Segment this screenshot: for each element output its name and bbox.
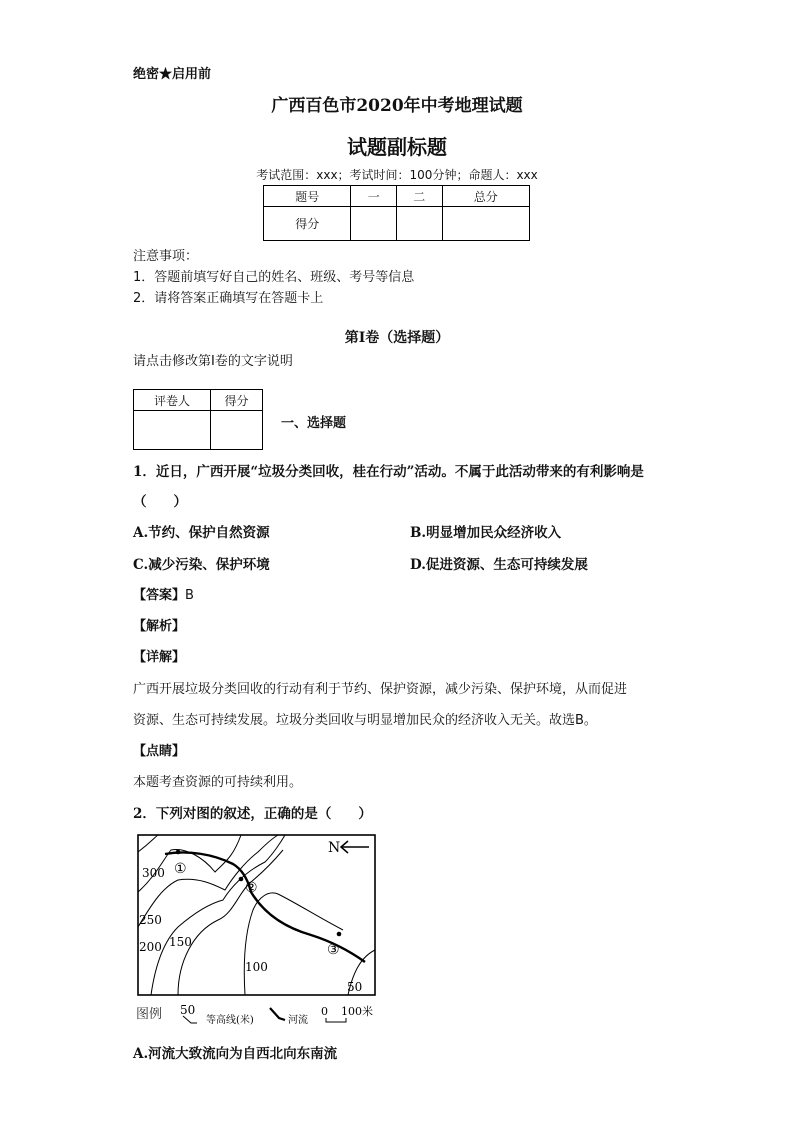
section1-title: 第I卷（选择题） [344,330,450,346]
q1-option-c[interactable]: C.减少污染、保护环境 [133,557,270,573]
q1-option-d[interactable]: D.促进资源、生态可持续发展 [410,557,588,573]
q1-paren: （ ） [133,494,187,510]
part-title: 一、选择题 [281,416,347,431]
grader-table [133,389,263,450]
q2-option-a[interactable]: A.河流大致流向为自西北向东南流 [133,1046,338,1062]
section1-desc[interactable]: 请点击修改第I卷的文字说明 [133,354,293,369]
contour-label: 250 [139,913,162,927]
q1-stem: 1．近日，广西开展“垃圾分类回收，桂在行动”活动。不属于此活动带来的有利影响是 [133,464,644,480]
scale-zero: 0 [321,1005,328,1018]
score-header-cell: 二 [396,186,442,207]
q1-point: 本题考查资源的可持续利用。 [133,775,303,790]
marker-label: ① [174,861,187,877]
grader-cell[interactable] [210,411,262,450]
contour-line [138,835,158,852]
point-marker [337,932,342,937]
contour-map [133,832,383,1027]
score-row-label: 得分 [264,207,351,241]
legend-river-text: 河流 [288,1015,308,1026]
contour-label: 50 [347,980,363,994]
exam-subtitle: 试题副标题 [347,135,447,159]
contour-line [138,835,241,892]
legend-contour-value: 50 [180,1003,196,1017]
score-cell[interactable] [442,207,530,241]
point-marker [239,877,244,882]
score-header-cell: 一 [351,186,397,207]
score-cell[interactable] [351,207,397,241]
notes-heading: 注意事项： [133,249,199,264]
contour-label: 100 [245,960,268,974]
point-marker [176,850,181,855]
q1-detail-label: 【详解】 [133,650,186,665]
score-header-cell: 总分 [442,186,530,207]
q2-stem: 2．下列对图的叙述，正确的是（ ） [133,806,372,822]
legend-label: 图例 [136,1007,163,1022]
north-label: N [328,840,341,856]
legend-river-icon [270,1008,285,1020]
exam-meta: 考试范围：xxx；考试时间：100分钟；命题人：xxx [256,168,538,182]
marker-label: ③ [327,942,340,958]
q1-option-a[interactable]: A.节约、保护自然资源 [133,525,270,541]
score-table [263,185,530,241]
q1-point-label: 【点睛】 [133,744,186,759]
score-header-cell: 题号 [264,186,351,207]
answer-value: B [185,588,194,603]
secret-mark: 绝密★启用前 [133,67,212,82]
scale-text: 100米 [341,1005,373,1018]
q1-option-b[interactable]: B.明显增加民众经济收入 [410,525,562,541]
contour-label: 200 [139,940,162,954]
q1-detail-line: 广西开展垃圾分类回收的行动有利于节约、保护资源，减少污染、保护环境，从而促进 [133,682,628,697]
q1-detail-line: 资源、生态可持续发展。垃圾分类回收与明显增加民众的经济收入无关。故选B。 [133,713,597,728]
grader-header-cell: 得分 [210,390,262,411]
legend-contour-icon [183,1016,197,1023]
grader-header-cell: 评卷人 [134,390,211,411]
contour-label: 300 [142,866,165,880]
answer-label: 【答案】 [133,588,186,603]
grader-cell[interactable] [134,411,211,450]
notes-item: 1．答题前填写好自己的姓名、班级、考号等信息 [133,270,415,285]
marker-label: ② [245,880,258,896]
exam-title: 广西百色市2020年中考地理试题 [271,96,523,116]
notes-item: 2．请将答案正确填写在答题卡上 [133,291,324,306]
q1-analysis-label: 【解析】 [133,619,186,634]
legend-contour-text: 等高线(米) [206,1015,254,1026]
contour-label: 150 [169,935,192,949]
score-cell[interactable] [396,207,442,241]
q1-answer [133,584,194,603]
scale-bar-icon [326,1018,346,1022]
